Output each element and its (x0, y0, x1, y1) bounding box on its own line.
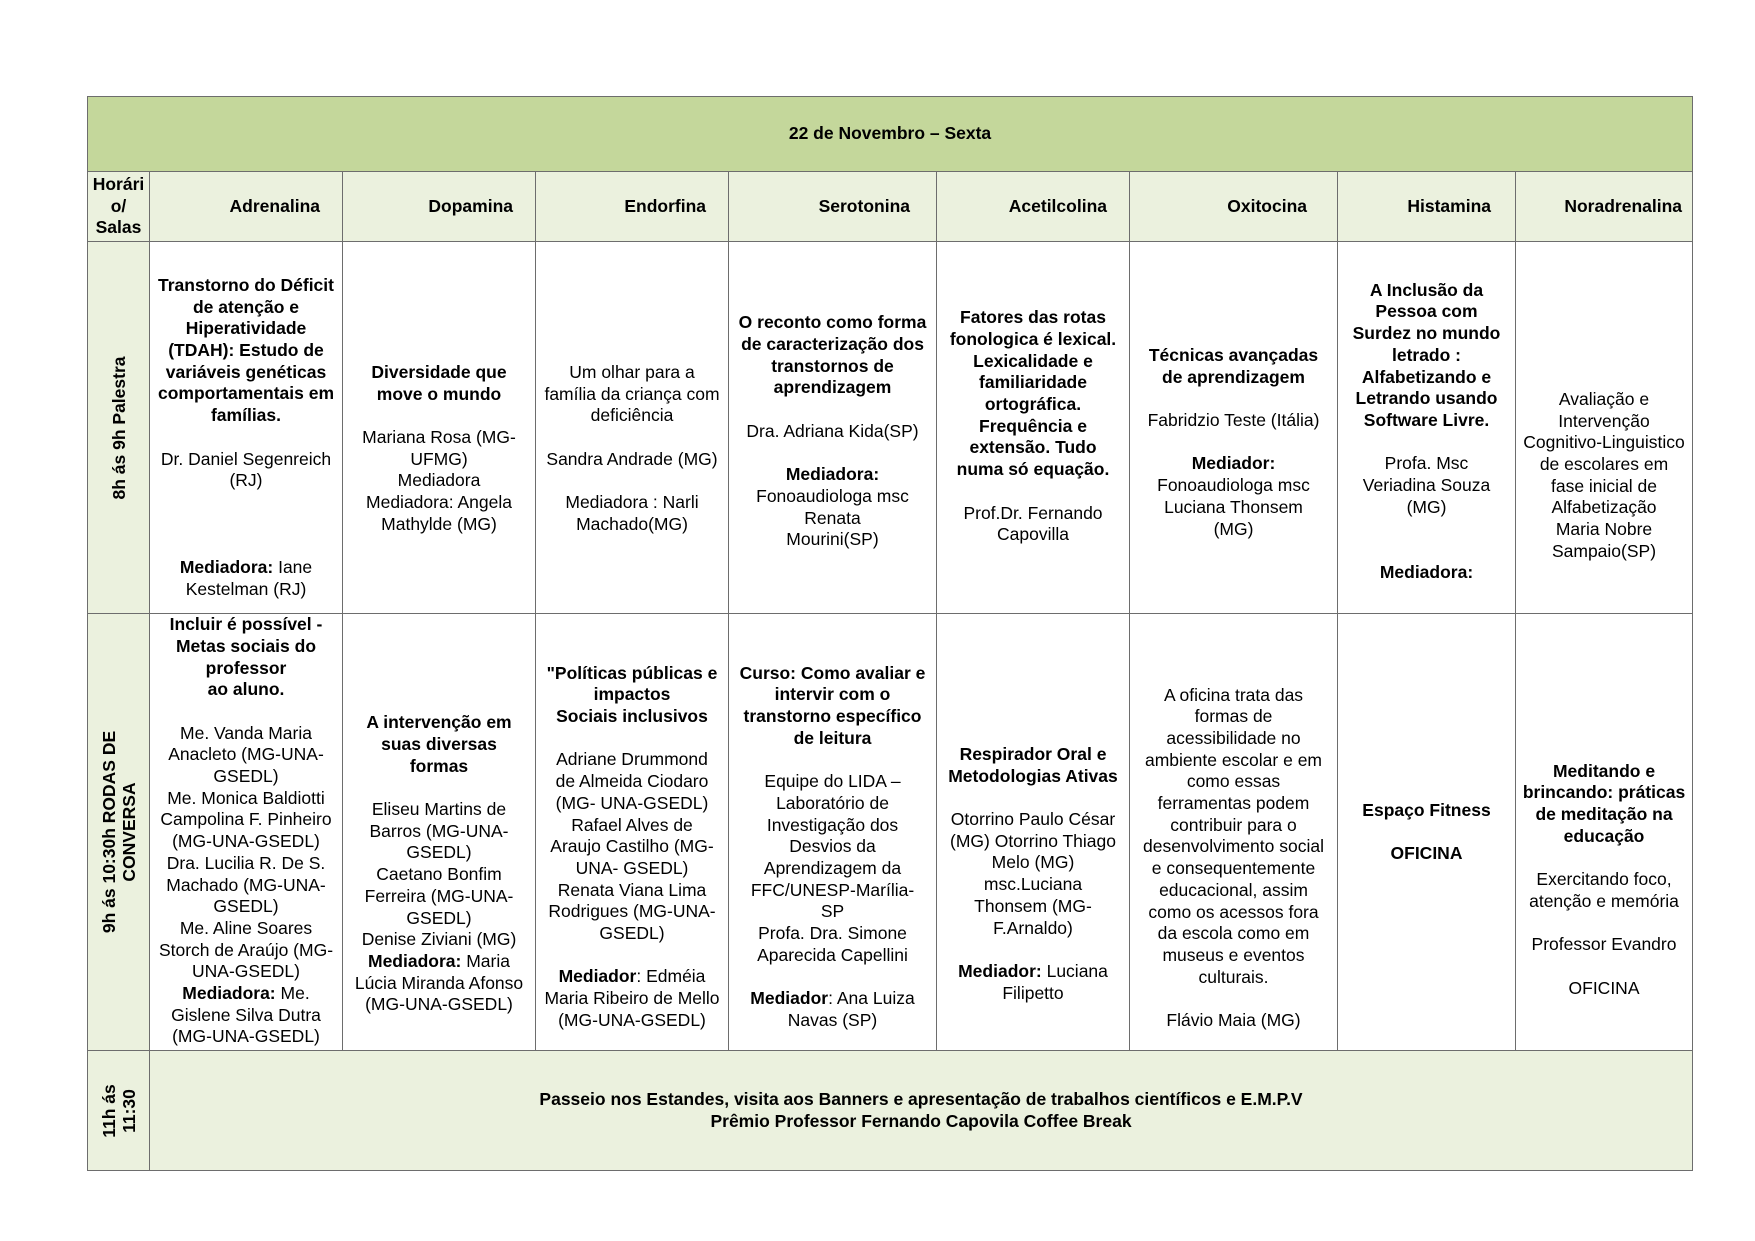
rodas-row (88, 614, 1693, 1051)
session-title: O reconto como forma de caracterização dos transtornos de aprendizagem (738, 312, 927, 398)
session-title: Meditando e brincando: práticas de meditação na educação (1522, 760, 1686, 846)
session-title: A Inclusão da Pessoa com Surdez no mundo letrado : Alfabetizando e Letrando usando Software Livre. (1352, 279, 1501, 430)
room-header-row (88, 172, 1693, 242)
row-label-palestra: 8h ás 9h Palestra (88, 242, 150, 614)
session-title: A intervenção em suas diversas formas (366, 712, 512, 776)
room-header-histamina: Histamina (1338, 172, 1516, 242)
room-header-oxitocina: Oxitocina (1130, 172, 1338, 242)
palestra-dopamina-cell (343, 242, 536, 614)
session-tag: OFICINA (1568, 977, 1640, 998)
speaker: Dra. Adriana Kida(SP) (746, 420, 919, 441)
mediator: Mediadora: Angela Mathylde (MG) (366, 492, 512, 534)
rodas-serotonina-cell (729, 614, 937, 1051)
mediator: Mediadora: Iane Kestelman (RJ) (179, 556, 313, 599)
rodas-adrenalina-cell (150, 614, 343, 1051)
mediator: Mediadora: Maria Lúcia Miranda Afonso (MG-UNA-GSEDL) (354, 950, 524, 1015)
mediator: Mediador: Ana Luiza Navas (SP) (750, 988, 915, 1030)
speakers: Adriane Drummond de Almeida Ciodaro (MG- UNA-GSEDL) Rafael Alves de Araujo Castilho (MG- UNA- GSEDL) Renata Viana Lima Rodrigues (MG-UNA- GSEDL) (548, 749, 716, 944)
speaker: Dr. Daniel Segenreich (RJ) (160, 448, 332, 491)
speaker: Mariana Rosa (MG- UFMG) Mediadora (362, 426, 516, 491)
palestra-row (88, 242, 1693, 614)
mediator: Mediador: Luciana Filipetto (958, 960, 1108, 1003)
row-label-rodas: 9h ás 10:30h RODAS DE CONVERSA (88, 614, 150, 1051)
rodas-acetilcolina-cell (937, 614, 1130, 1051)
palestra-oxitocina-cell (1130, 242, 1338, 614)
session-title: "Políticas públicas e impactos Sociais inclusivos (546, 662, 718, 727)
speaker: Professor Evandro (1531, 934, 1677, 955)
rodas-histamina-cell (1338, 614, 1516, 1051)
mediator: Mediadora: Me. Gislene Silva Dutra (MG-UNA-GSEDL) (171, 983, 321, 1047)
palestra-acetilcolina-cell (937, 242, 1130, 614)
session-title: Transtorno do Déficit de atenção e Hiperatividade (TDAH): Estudo de variáveis genéticas comportamentais em famílias. (157, 274, 335, 426)
rodas-oxitocina-cell (1130, 614, 1338, 1051)
session-text: Avaliação e Intervenção Cognitivo-Linguistico de escolares em fase inicial de Alfabetização Maria Nobre Sampaio(SP) (1523, 388, 1685, 561)
speaker: Prof.Dr. Fernando Capovilla (963, 502, 1103, 545)
session-title: Um olhar para a família da criança com deficiência (544, 361, 720, 426)
session-title: Fatores das rotas fonologica é lexical. Lexicalidade e familiaridade ortográfica. Frequência e extensão. Tudo numa só equação. (949, 307, 1117, 480)
palestra-histamina-cell (1338, 242, 1516, 614)
speaker: Profa. Msc Veriadina Souza (MG) (1362, 453, 1491, 517)
room-header-dopamina: Dopamina (343, 172, 536, 242)
session-text: A oficina trata das formas de acessibilidade no ambiente escolar e em como essas ferramentas podem contribuir para o desenvolvimento social e consequentemente educacional, assim como os acessos fora da escola como em museus e eventos culturais. (1143, 684, 1324, 987)
row-label-final: 11h ás 11:30 (88, 1051, 150, 1171)
page-title: 22 de Novembro – Sexta (88, 97, 1693, 172)
room-header-acetilcolina: Acetilcolina (937, 172, 1130, 242)
palestra-noradrenalina-cell (1516, 242, 1693, 614)
rodas-dopamina-cell (343, 614, 536, 1051)
room-header-endorfina: Endorfina (536, 172, 729, 242)
speaker: Fabridzio Teste (Itália) (1147, 410, 1320, 431)
session-text: Exercitando foco, atenção e memória (1529, 869, 1679, 911)
room-header-serotonina: Serotonina (729, 172, 937, 242)
rodas-noradrenalina-cell (1516, 614, 1693, 1051)
palestra-endorfina-cell (536, 242, 729, 614)
palestra-adrenalina-cell (150, 242, 343, 614)
session-title: Incluir é possível - Metas sociais do professor ao aluno. (169, 614, 323, 700)
speakers: Otorrino Paulo César (MG) Otorrino Thiago Melo (MG) msc.Luciana Thonsem (MG- F.Arnaldo) (950, 809, 1116, 938)
speakers: Equipe do LIDA – Laboratório de Investigação dos Desvios da Aprendizagem da FFC/UNESP-Marília- SP Profa. Dra. Simone Aparecida Capellini (750, 771, 915, 965)
schedule-table (87, 96, 1693, 1171)
session-title: Curso: Como avaliar e intervir com o transtorno específico de leitura (739, 662, 926, 748)
mediator: Mediadora : Narli Machado(MG) (565, 492, 699, 534)
mediator: Mediadora: Fonoaudiologa msc Renata Mourini(SP) (756, 464, 909, 550)
speaker: Flávio Maia (MG) (1166, 1010, 1301, 1031)
footer-row (88, 1051, 1693, 1171)
session-title: Espaço Fitness OFICINA (1362, 799, 1491, 863)
time-room-corner-header: Horári o/ Salas (88, 172, 150, 242)
session-title: Técnicas avançadas de aprendizagem (1148, 344, 1319, 387)
speaker: Sandra Andrade (MG) (546, 448, 718, 469)
session-title: Respirador Oral e Metodologias Ativas (948, 743, 1118, 786)
palestra-serotonina-cell (729, 242, 937, 614)
footer-activities: Passeio nos Estandes, visita aos Banners e apresentação de trabalhos científicos e E.M.P.V Prêmio Professor Fernando Capovila Coffee Break (150, 1051, 1693, 1171)
speakers: Me. Vanda Maria Anacleto (MG-UNA- GSEDL) Me. Monica Baldiotti Campolina F. Pinheiro (MG-UNA-GSEDL) Dra. Lucilia R. De S. Machado (MG-UNA- GSEDL) Me. Aline Soares Storch de Araújo (MG- UNA-GSEDL) (158, 722, 334, 982)
rodas-endorfina-cell (536, 614, 729, 1051)
mediator: Mediadora: (1379, 561, 1474, 582)
room-header-adrenalina: Adrenalina (150, 172, 343, 242)
room-header-noradrenalina: Noradrenalina (1516, 172, 1693, 242)
mediator: Mediador: Edméia Maria Ribeiro de Mello (MG-UNA-GSEDL) (544, 966, 720, 1030)
session-title: Diversidade que move o mundo (371, 361, 507, 404)
mediator: Mediador: Fonoaudiologa msc Luciana Thonsem (MG) (1157, 453, 1310, 539)
speakers: Eliseu Martins de Barros (MG-UNA- GSEDL) Caetano Bonfim Ferreira (MG-UNA- GSEDL) Denise Ziviani (MG) (361, 799, 517, 950)
